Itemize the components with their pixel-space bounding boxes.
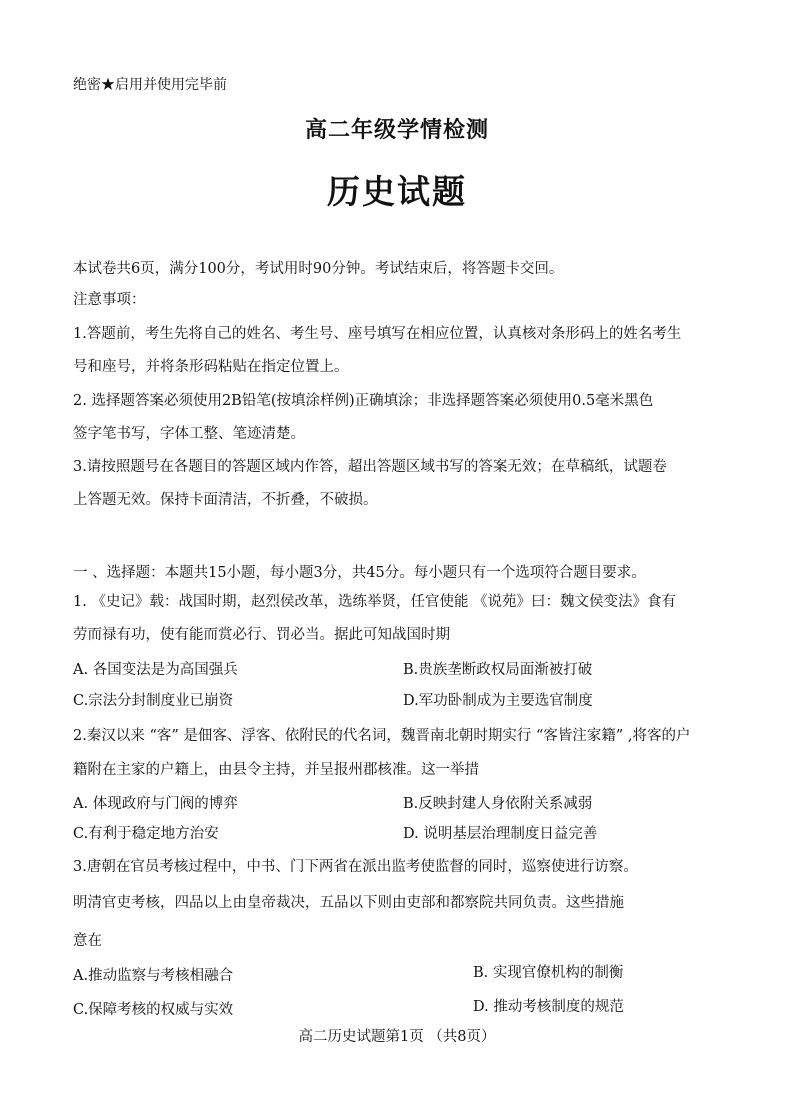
confidential-label: 绝密★启用并使用完毕前 <box>73 77 227 93</box>
subject-title: 历史试题 <box>327 172 467 211</box>
q2-option-c: C.有利于稳定地方治安 <box>73 826 219 842</box>
q1-option-a: A. 各国变法是为高国强兵 <box>73 662 238 678</box>
q1-option-c: C.宗法分封制度业已崩资 <box>73 693 234 709</box>
note-1-line-2: 号和座号，并将条形码粘贴在指定位置上。 <box>73 359 349 375</box>
q3-stem-line-2: 明清官吏考核，四品以上由皇帝裁决，五品以下则由吏部和都察院共同负责。这些措施 <box>73 895 624 911</box>
q3-option-a: A.推动监察与考核相融合 <box>73 968 234 984</box>
section-heading: 一 、选择题：本题共15小题，每小题3分，共45分。每小题只有一个选项符合题目要求。 <box>73 565 646 581</box>
q3-option-d: D. 推动考核制度的规范 <box>473 999 624 1015</box>
note-2-line-2: 签字笔书写，字体工整、笔迹清楚。 <box>73 426 305 442</box>
notes-label: 注意事项： <box>73 292 146 308</box>
intro-text: 本试卷共6页，满分100分，考试用时90分钟。考试结束后，将答题卡交回。 <box>73 261 564 277</box>
q3-option-b: B. 实现官僚机构的制衡 <box>473 965 624 981</box>
q3-stem-line-3: 意在 <box>73 933 102 949</box>
q3-stem-line-1: 3.唐朝在官员考核过程中，中书、门下两省在派出监考使监督的同时，巡察使进行访察。 <box>73 859 638 875</box>
exam-title: 高二年级学情检测 <box>304 117 489 143</box>
q1-option-d: D.军功卧制成为主要选官制度 <box>403 693 593 709</box>
q2-stem-line-2: 籍附在主家的户籍上，由县令主持，并呈报州郡核准。这一举措 <box>73 762 479 778</box>
q2-option-d: D. 说明基层治理制度日益完善 <box>403 826 598 842</box>
q1-option-b: B.贵族垄断政权局面渐被打破 <box>403 662 593 678</box>
q1-stem-line-2: 劳而禄有功，使有能而赏必行、罚必当。据此可知战国时期 <box>73 627 450 643</box>
q2-option-b: B.反映封建人身依附关系减弱 <box>403 796 593 812</box>
q3-option-c: C.保障考核的权威与实效 <box>73 1002 234 1018</box>
note-3-line-1: 3.请按照题号在各题目的答题区域内作答，超出答题区域书写的答案无效；在草稿纸，试题卷 <box>73 459 667 475</box>
q2-option-a: A. 体现政府与门阀的博弈 <box>73 796 238 812</box>
note-3-line-2: 上答题无效。保持卡面清洁，不折叠，不破损。 <box>73 492 378 508</box>
page-footer: 高二历史试题第1页 （共8页） <box>298 1029 496 1045</box>
q2-stem-line-1: 2.秦汉以来 “客” 是佃客、浮客、依附民的代名词，魏晋南北朝时期实行 “客皆注家籍” ,将客的户 <box>73 728 691 744</box>
note-2-line-1: 2. 选择题答案必须使用2B铅笔(按填涂样例)正确填涂；非选择题答案必须使用0.5毫米黑色 <box>73 393 654 409</box>
note-1-line-1: 1.答题前，考生先将自己的姓名、考生号、座号填写在相应位置，认真核对条形码上的姓名考生 <box>73 326 682 342</box>
q1-stem-line-1: 1. 《史记》载：战国时期，赵烈侯改革，选练举贤，任官使能 《说苑》曰：魏文侯变法》食有 <box>73 594 677 610</box>
